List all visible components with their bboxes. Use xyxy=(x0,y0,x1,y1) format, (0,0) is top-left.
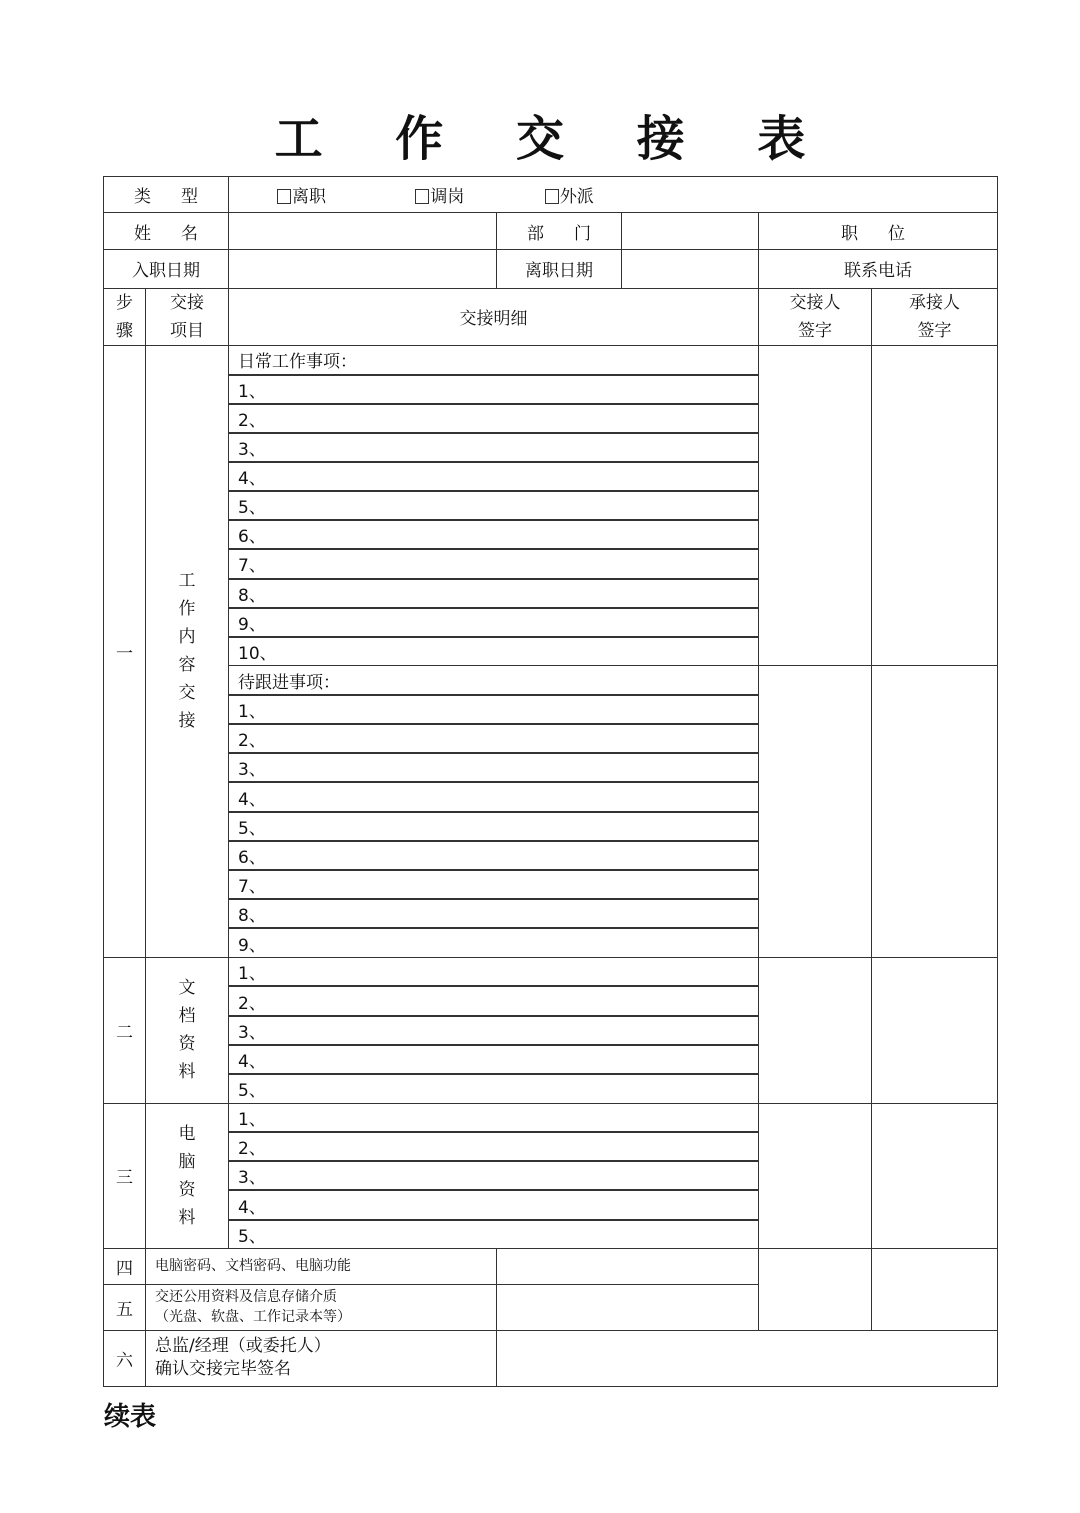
handover-form-table xyxy=(103,176,998,1387)
daily-item[interactable]: 1、 xyxy=(229,375,759,404)
section1-pending-giver-sign[interactable] xyxy=(759,666,872,957)
computer-item[interactable]: 4、 xyxy=(229,1190,759,1219)
pending-item[interactable]: 9、 xyxy=(229,928,759,957)
option-resign[interactable]: 离职 xyxy=(277,182,410,207)
document-item[interactable]: 4、 xyxy=(229,1045,759,1074)
phone-label: 联系电话 xyxy=(759,250,998,288)
continued-label: 续表 xyxy=(104,1402,157,1432)
section3-label: 电脑资料 xyxy=(146,1103,229,1249)
section6-label xyxy=(146,1330,497,1386)
daily-item[interactable]: 3、 xyxy=(229,433,759,462)
daily-item[interactable]: 4、 xyxy=(229,462,759,491)
daily-item[interactable]: 7、 xyxy=(229,549,759,578)
section3-receiver-sign[interactable] xyxy=(872,1103,998,1249)
col-step-header: 步骤 xyxy=(104,288,146,345)
section1-pending-receiver-sign[interactable] xyxy=(872,666,998,957)
daily-item[interactable]: 10、 xyxy=(229,637,759,666)
dept-label: 部门 xyxy=(497,213,622,250)
section3-step: 三 xyxy=(104,1103,146,1249)
daily-item[interactable]: 5、 xyxy=(229,491,759,520)
daily-heading: 日常工作事项： xyxy=(229,345,759,374)
pending-item[interactable]: 1、 xyxy=(229,695,759,724)
form-title: 工 作 交 接 表 xyxy=(274,111,834,167)
computer-item[interactable]: 2、 xyxy=(229,1132,759,1161)
document-item[interactable]: 1、 xyxy=(229,957,759,986)
section1-daily-receiver-sign[interactable] xyxy=(872,345,998,666)
dept-field[interactable] xyxy=(622,213,759,250)
hire-date-field[interactable] xyxy=(229,250,497,288)
section2-step: 二 xyxy=(104,957,146,1103)
section1-label: 工作内容交接 xyxy=(146,345,229,957)
section2-label: 文档资料 xyxy=(146,957,229,1103)
checkbox-icon[interactable] xyxy=(415,189,429,204)
section6-label-line2: 确认交接完毕签名 xyxy=(155,1359,291,1380)
section4-detail-field[interactable] xyxy=(497,1249,759,1285)
section5-label xyxy=(146,1285,497,1330)
leave-date-label: 离职日期 xyxy=(497,250,622,288)
section6-label-line1: 总监/经理（或委托人） xyxy=(155,1335,331,1356)
pending-heading: 待跟进事项： xyxy=(229,666,759,695)
pending-item[interactable]: 2、 xyxy=(229,724,759,753)
computer-item[interactable]: 1、 xyxy=(229,1103,759,1132)
hire-date-label: 入职日期 xyxy=(104,250,229,288)
document-item[interactable]: 2、 xyxy=(229,986,759,1015)
checkbox-icon[interactable] xyxy=(277,189,291,204)
leave-date-field[interactable] xyxy=(622,250,759,288)
pending-item[interactable]: 5、 xyxy=(229,812,759,841)
type-label: 类型 xyxy=(104,177,229,213)
option-transfer[interactable]: 调岗 xyxy=(415,182,539,207)
daily-item[interactable]: 6、 xyxy=(229,520,759,549)
pending-item[interactable]: 3、 xyxy=(229,753,759,782)
pending-item[interactable]: 6、 xyxy=(229,841,759,870)
section4-step: 四 xyxy=(104,1249,146,1285)
section1-daily-giver-sign[interactable] xyxy=(759,345,872,666)
section5-step: 五 xyxy=(104,1285,146,1330)
col-item-header: 交接项目 xyxy=(146,288,229,345)
col-receiver-header: 承接人签字 xyxy=(872,288,998,345)
section1-step: 一 xyxy=(104,345,146,957)
computer-item[interactable]: 3、 xyxy=(229,1161,759,1190)
section45-receiver-sign[interactable] xyxy=(872,1249,998,1330)
pending-item[interactable]: 8、 xyxy=(229,899,759,928)
col-giver-header: 交接人签字 xyxy=(759,288,872,345)
section45-giver-sign[interactable] xyxy=(759,1249,872,1330)
col-detail-header: 交接明细 xyxy=(229,288,759,345)
section2-giver-sign[interactable] xyxy=(759,957,872,1103)
document-item[interactable]: 3、 xyxy=(229,1016,759,1045)
daily-item[interactable]: 8、 xyxy=(229,579,759,608)
option-dispatch[interactable]: 外派 xyxy=(545,182,594,207)
section3-giver-sign[interactable] xyxy=(759,1103,872,1249)
daily-item[interactable]: 2、 xyxy=(229,404,759,433)
computer-item[interactable]: 5、 xyxy=(229,1220,759,1249)
position-label: 职位 xyxy=(759,213,998,250)
section5-detail-field[interactable] xyxy=(497,1285,759,1330)
name-field[interactable] xyxy=(229,213,497,250)
pending-item[interactable]: 7、 xyxy=(229,870,759,899)
name-label: 姓名 xyxy=(104,213,229,250)
section6-signature-field[interactable] xyxy=(497,1330,998,1386)
section5-label-line2: （光盘、软盘、工作记录本等） xyxy=(155,1308,351,1325)
section2-receiver-sign[interactable] xyxy=(872,957,998,1103)
pending-item[interactable]: 4、 xyxy=(229,782,759,811)
type-options xyxy=(229,177,998,213)
checkbox-icon[interactable] xyxy=(545,189,559,204)
document-item[interactable]: 5、 xyxy=(229,1074,759,1103)
section5-label-line1: 交还公用资料及信息存储介质 xyxy=(155,1288,337,1305)
section4-label: 电脑密码、文档密码、电脑功能 xyxy=(146,1249,497,1285)
daily-item[interactable]: 9、 xyxy=(229,608,759,637)
section6-step: 六 xyxy=(104,1330,146,1386)
